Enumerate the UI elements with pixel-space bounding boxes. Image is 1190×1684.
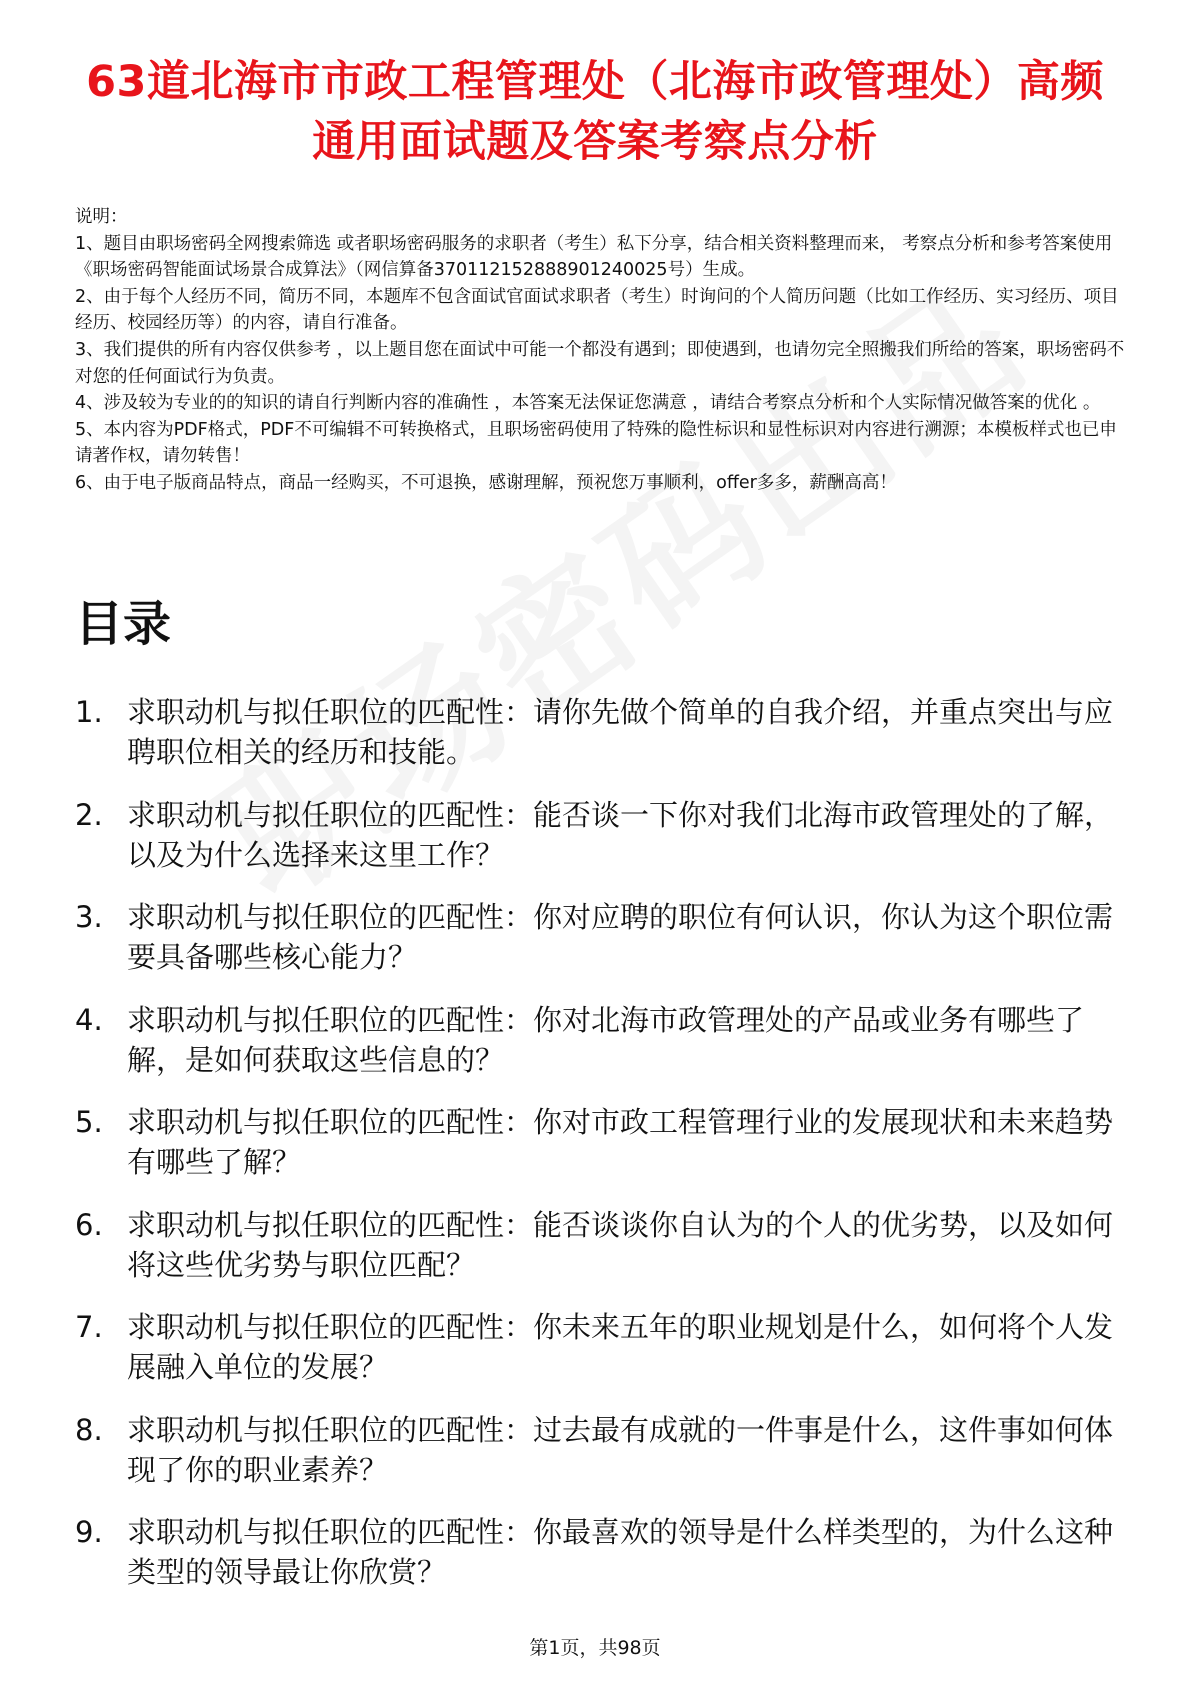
notice-item: 2、由于每个人经历不同，简历不同，本题库不包含面试官面试求职者（考生）时询问的个人简历问题（比如工作经历、实习经历、项目经历、校园经历等）的内容，请自行准备。 [75,286,1119,334]
toc-item-number: 4. [75,1002,103,1037]
toc-item-number: 1. [75,695,103,729]
toc-item-text: 求职动机与拟任职位的匹配性：过去最有成就的一件事是什么，这件事如何体现了你的职业素养？ [127,1412,1114,1487]
notice-item: 5、本内容为PDF格式，PDF不可编辑不可转换格式，且职场密码使用了特殊的隐性标识和显性标识对内容进行溯源；本模板样式也已申请著作权，请勿转售！ [75,419,1117,467]
page-number: 第1页，共98页 [529,1637,661,1659]
document-title: 63道北海市市政工程管理处（北海市政管理处）高频通用面试题及答案考察点分析 [86,57,1104,167]
toc-item-6[interactable] [75,1205,1115,1285]
toc-item-3[interactable] [75,897,1115,977]
toc-item-number: 6. [75,1207,103,1242]
toc-item-text: 求职动机与拟任职位的匹配性：你未来五年的职业规划是什么，如何将个人发展融入单位的发展？ [127,1310,1114,1384]
toc-item-number: 9. [75,1515,103,1549]
toc-item-8[interactable] [75,1410,1115,1490]
toc-item-text: 求职动机与拟任职位的匹配性：能否谈一下你对我们北海市政管理处的了解，以及为什么选择来这里工作？ [127,797,1114,872]
toc-item-5[interactable] [75,1102,1115,1182]
toc-item-number: 3. [75,900,103,934]
toc-heading: 目录 [75,596,172,652]
toc-item-number: 5. [75,1105,103,1139]
toc-item-number: 2. [75,797,103,832]
notice-heading: 说明： [75,207,128,227]
toc-list [75,692,1115,1615]
toc-item-9[interactable] [75,1512,1115,1592]
toc-item-text: 求职动机与拟任职位的匹配性：你最喜欢的领导是什么样类型的，为什么这种类型的领导最让你欣赏？ [127,1515,1114,1589]
toc-item-text: 求职动机与拟任职位的匹配性：你对应聘的职位有何认识，你认为这个职位需要具备哪些核心能力？ [127,900,1114,974]
toc-item-text: 求职动机与拟任职位的匹配性：你对北海市政管理处的产品或业务有哪些了解，是如何获取这些信息的？ [127,1002,1085,1077]
toc-item-2[interactable] [75,795,1115,875]
toc-item-1[interactable] [75,692,1115,772]
toc-item-number: 7. [75,1310,103,1344]
toc-item-text: 求职动机与拟任职位的匹配性：你对市政工程管理行业的发展现状和未来趋势有哪些了解？ [127,1105,1114,1179]
notice-item: 3、我们提供的所有内容仅供参考 ，以上题目您在面试中可能一个都没有遇到；即使遇到，也请勿完全照搬我们所给的答案，职场密码不对您的任何面试行为负责。 [75,339,1125,387]
notice-item: 6、由于电子版商品特点，商品一经购买，不可退换，感谢理解，预祝您万事顺利，offer多多，薪酬高高！ [75,472,897,493]
notice-section [75,204,1125,497]
toc-item-7[interactable] [75,1307,1115,1387]
toc-item-4[interactable] [75,1000,1115,1080]
toc-item-text: 求职动机与拟任职位的匹配性：请你先做个简单的自我介绍，并重点突出与应聘职位相关的经历和技能。 [127,695,1114,769]
notice-item: 4、涉及较为专业的的知识的请自行判断内容的准确性 ，本答案无法保证您满意 ，请结合考察点分析和个人实际情况做答案的优化 。 [75,393,1101,414]
notice-item: 1、题目由职场密码全网搜索筛选 或者职场密码服务的求职者（考生）私下分享，结合相关资料整理而来， 考察点分析和参考答案使用《职场密码智能面试场景合成算法》（网信算备370112152888901240025号）生成。 [75,233,1113,281]
toc-item-number: 8. [75,1412,103,1447]
toc-item-text: 求职动机与拟任职位的匹配性：能否谈谈你自认为的个人的优劣势，以及如何将这些优劣势与职位匹配？ [127,1207,1114,1282]
